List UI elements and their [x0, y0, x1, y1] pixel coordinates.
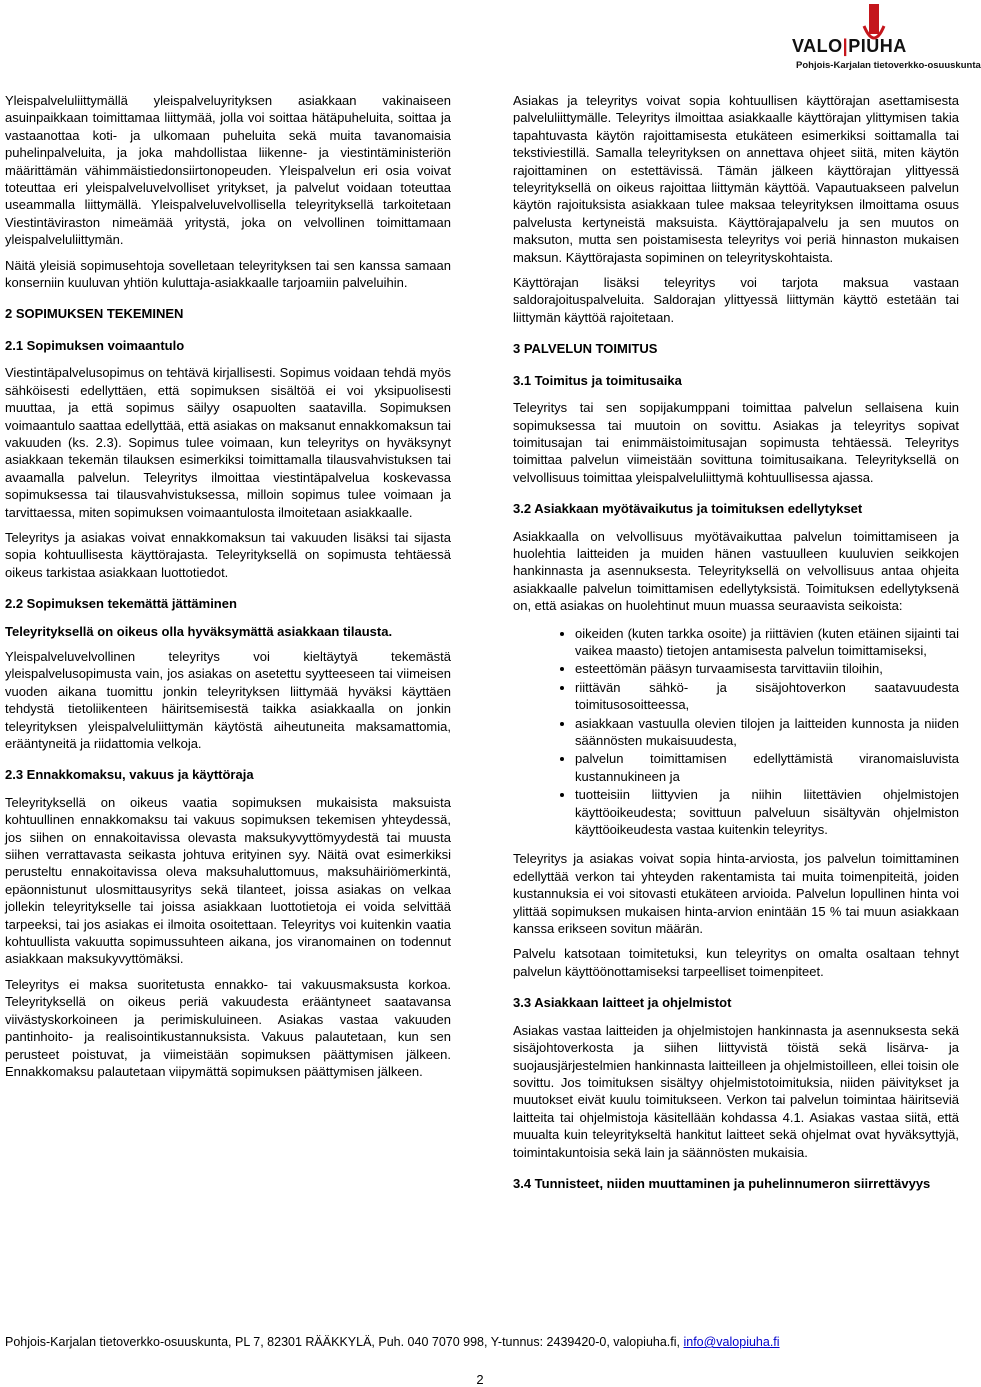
- list-item: • oikeiden (kuten tarkka osoite) ja riittävien (kuten etäinen sijainti tai vaikea maasto) tietojen antamisesta palvelun toimittamiseksi,: [575, 625, 959, 660]
- section-heading: 3.4 Tunnisteet, niiden muuttaminen ja puhelinnumeron siirrettävyys: [513, 1175, 931, 1191]
- section-heading: 2.3 Ennakkomaksu, vakuus ja käyttöraja: [5, 767, 254, 783]
- paragraph: Asiakas vastaa laitteiden ja ohjelmistojen hankinnasta ja asennuksesta sekä sisäjohtoverkosta ja siihen liittyvistä töistä sekä lisärva- ja suojausjärjestelmien hankinnasta laitteilleen ja ohjelmistoilleen, ellei toisin ole sovittu. Jos toimituksen sisältyy ohjelmistotoimituksia, niiden päivitykset ja muutokset eivät kuulu toimitukseen. Verkon tai palvelun toimintaa häiritseviä laitteita tai ohjelmistoja käsitellään kohdassa 4.1. Asiakas vastaa siitä, että muualta kuin teleyritykseltä hankitut laitteet sekä ohjelmat ovat hyväksyttyjä, toimintakuntoisia sekä lain ja säännösten mukaisia.: [513, 1022, 959, 1160]
- paragraph: Näitä yleisiä sopimusehtoja sovelletaan teleyrityksen tai sen kanssa samaan konserniin kuuluvan yhtiön kuluttaja-asiakkaalle tarjoamiin palveluihin.: [5, 257, 451, 291]
- paragraph: Yleispalveluliittymällä yleispalveluyrityksen asiakkaan vakinaiseen asuinpaikkaan toimittamaa liittymää, jolla voi soittaa hätäpuheluita, soittaa ja vastaanottaa koti- ja ulkomaan puheluita sekä muita tavanomaisia puhelinpalveluita, ja joka mahdollistaa liikenne- ja viestintäministeriön määrittämän vähimmäistiedonsiirtonopeuden. Yleispalvelun eri osia voivat toteuttaa eri yleispalveluvelvolliset yritykset, ja palvelut voidaan toteuttaa useammalla liittymällä. Yleispalveluvelvollisella teleyrityksellä tarkoitetaan Viestintäviraston nimeämää yritystä, joka on velvollinen toimittamaan yleispalveluliittymän.: [5, 93, 451, 248]
- paragraph: Yleispalveluvelvollinen teleyritys voi kieltäytyä tekemästä yleispalvelusopimusta vain, jos asiakas on asetettu syytteeseen tai viimeisen vuoden aikana tuomittu jonkin teleyrityksen liittymää hyväksi käyttäen tehdystä tietoliikenteen häiritsemisestä taikka asiakkaalla on jonkin teleyrityksen yleispalveluliittymän käytöstä aiheutuneita maksamattomia, erääntyneitä ja riidattomia velkoja.: [5, 648, 451, 751]
- footer-email-link[interactable]: info@valopiuha.fi: [683, 1335, 780, 1349]
- section-heading: 3.1 Toimitus ja toimitusaika: [513, 372, 682, 388]
- paragraph: Asiakkaalla on velvollisuus myötävaikuttaa palvelun toimittamiseen ja huolehtia laitteiden ja muiden hänen vastuulleen kuuluvien seikkojen hankinnasta ja asennuksesta. Teleyrityksellä on velvollisuus antaa ohjeita asiakkaalle palvelun toimittamisen edellytyksistä. Toimituksen edellytyksenä on, että asiakas on huolehtinut muun muassa seuraavista seikoista:: [513, 528, 959, 614]
- paragraph: Asiakas ja teleyritys voivat sopia kohtuullisen käyttörajan asettamisesta palveluliittymälle. Teleyritys ilmoittaa asiakkaalle käyttörajan ylittymisen takia tapahtuvasta käytön rajoittamisesta etukäteen esimerkiksi soittamalla tai tekstiviestillä. Samalla teleyrityksen on annettava ohjeet siitä, miten käytön rajoittaminen on estettävissä. Tämän jälkeen käyttörajan ylittyessä teleyrityksellä on oikeus rajoittaa liittymän käyttöä. Vapautuakseen palvelun käytön rajoituksista asiakkaan tulee maksaa teleyrityksen ilmoittama osuus palvelusta kertyneistä maksuista. Käyttörajapalvelu ja sen muutos on maksuton, mutta sen poistamisesta teleyritys voi periä hinnaston mukaisen maksun. Käyttörajasta sopiminen on teleyrityskohtaista.: [513, 93, 959, 265]
- left-column: [5, 92, 451, 1088]
- section-heading: 3.3 Asiakkaan laitteet ja ohjelmistot: [513, 995, 732, 1011]
- paragraph: Teleyritys ja asiakas voivat sopia hinta-arviosta, jos palvelun toimittaminen edellyttää verkon tai yhteyden rakentamista tai muita toimenpiteitä, joiden kustannuksia ei voi sitovasti etukäteen arvioida. Palvelun lopullinen hinta voi ylittää sopimuksen mukaisen hinta-arvion enintään 15 % tai muun asiakkaan kanssa erikseen sovitun määrän.: [513, 851, 959, 937]
- list-item: • palvelun toimittamisen edellyttämistä viranomaisluvista kustannukineen ja: [575, 750, 959, 785]
- paragraph: Teleyrityksellä on oikeus vaatia sopimuksen mukaisista maksuista kohtuullinen ennakkomaksu tai vakuus sopimuksen tekemisen yhteydessä, jos siihen on ennakoitavissa olevasta maksukyvyttömyydestä tai muusta siihen verrattavasta seikasta johtuva erityinen syy. Näitä ovat esimerkiksi perusteltu ennakoitavissa oleva maksuhaluttomuus, maksuhäiriömerkintä, epäonnistunut ulosmittausyritys sekä tilanteet, joissa asiakas on velkaa jollekin teleyritykselle tai joissa asiakkaan luottotietoja ei voida selvittää tarpeeksi, tai jos asiakas ei ilmoita osoitettaan. Teleyritys voi kuitenkin vaatia kohtuullista vakuutta sopimussuhteen aikana, jos viranomainen on todennut asiakkaan maksukyvyttömäksi.: [5, 794, 451, 967]
- paragraph: Käyttörajan lisäksi teleyritys voi tarjota maksua vastaan saldorajoituspalveluita. Saldorajan ylittyessä liittymän käyttö estetään tai liittymän käyttöä rajoitetaan.: [513, 275, 959, 325]
- footer-address: Pohjois-Karjalan tietoverkko-osuuskunta, PL 7, 82301 RÄÄKKYLÄ, Puh. 040 7070 998, Y-tunnus: 2439420-0, valopiuha.fi,: [5, 1335, 684, 1349]
- bullet-list: [513, 625, 959, 839]
- paragraph: Teleyritys tai sen sopijakumppani toimittaa palvelun sellaisena kuin sopimuksessa tai muutoin on sovittu. Asiakas ja teleyritys sopivat toimitusajan tai enimmäistoimitusajan sopimusta tehtäessä. Teleyritys toimittaa palvelun viimeistään sovittuna toimitusaikana. Teleyrityksellä on velvollisuus toimittaa yleispalveluliittymä kohtuullisessa ajassa.: [513, 400, 959, 485]
- logo-subtitle: Pohjois-Karjalan tietoverkko-osuuskunta: [796, 60, 981, 71]
- list-item: • tuotteisiin liittyvien ja niihin liitettävien ohjelmistojen käyttöoikeudesta; sovittuun palveluun sisältyvän ohjelmiston käyttöoikeudesta vastaa kuitenkin teleyritys.: [575, 786, 959, 838]
- section-heading: 3 PALVELUN TOIMITUS: [513, 341, 658, 357]
- section-heading: 2.1 Sopimuksen voimaantulo: [5, 337, 185, 353]
- list-item: • riittävän sähkö- ja sisäjohtoverkon saatavuudesta toimitusosoitteessa,: [575, 679, 959, 714]
- page-number: 2: [476, 1372, 484, 1387]
- paragraph: Teleyritys ei maksa suoritetusta ennakko- tai vakuusmaksusta korkoa. Teleyrityksellä on oikeus periä vakuudesta erääntyneet saatavansa viivästyskorkoineen ja perimiskuluineen. Asiakas vastaa vakuuden pantinhoito- ja realisointikustannuksista. Vakuus palautetaan, kun sen perusteet poistuvat, ja viimeistään sopimuksen päättymisen jälkeen. Ennakkomaksu palautetaan viipymättä sopimuksen päättymisen jälkeen.: [5, 976, 451, 1079]
- section-heading: 2.2 Sopimuksen tekemättä jättäminen: [5, 596, 237, 612]
- footer: [5, 1335, 955, 1349]
- paragraph: Viestintäpalvelusopimus on tehtävä kirjallisesti. Sopimus voidaan tehdä myös sähköisesti edellyttäen, että sopimuksen sisältöä ei voi yksipuolisesti muuttaa, ja että sopimus säilyy osapuolten saatavilla. Sopimuksen voimaantulo saattaa edellyttää, että asiakas on maksanut ennakkomaksun tai vakuuden (ks. 2.3). Sopimus tulee voimaan, kun teleyritys on hyväksynyt asiakkaan tekemän tilauksen esimerkiksi toimittamalla tilausvahvistuksen tai avaamalla palvelun. Teleyritys ilmoittaa viestintäpalvelua koskevassa sopimuksessa tai tilausvahvistuksessa, milloin sopimus tulee voimaan ja tarvittaessa, miten sopimuksen voimaantulosta ilmoitetaan asiakkaalle.: [5, 365, 451, 520]
- logo-wordmark: VALO|PIUHA: [792, 36, 907, 56]
- section-heading: 2 SOPIMUKSEN TEKEMINEN: [5, 306, 184, 322]
- list-item: • asiakkaan vastuulla olevien tilojen ja laitteiden kunnosta ja niiden säännösten mukaisuudesta,: [575, 715, 959, 750]
- list-item: • esteettömän pääsyn turvaamisesta tarvittaviin tiloihin,: [575, 660, 959, 677]
- bold-paragraph: Teleyrityksellä on oikeus olla hyväksymättä asiakkaan tilausta.: [5, 623, 393, 639]
- section-heading: 3.2 Asiakkaan myötävaikutus ja toimituksen edellytykset: [513, 501, 863, 517]
- paragraph: Palvelu katsotaan toimitetuksi, kun teleyritys on omalta osaltaan tehnyt palvelun käyttöönottamiseksi tarpeelliset toimenpiteet.: [513, 946, 959, 979]
- paragraph: Teleyritys ja asiakas voivat ennakkomaksun tai vakuuden lisäksi tai sijasta sopia kohtuullisesta käyttörajasta. Teleyrityksellä on sopimusta tehtäessä oikeus tarkistaa asiakkaan luottotiedot.: [5, 529, 451, 580]
- company-logo: [792, 4, 981, 76]
- right-column: [513, 92, 959, 1202]
